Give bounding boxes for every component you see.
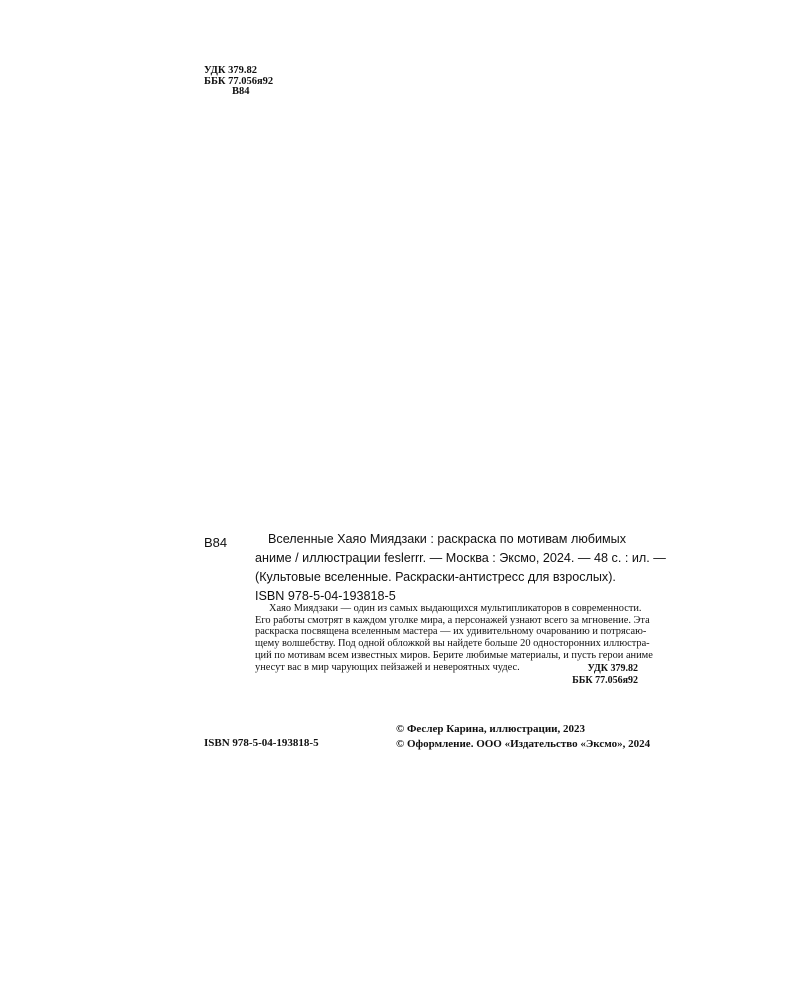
copyright-design: © Оформление. ООО «Издательство «Эксмо», 2024 [396, 738, 651, 750]
annotation-line: щему волшебству. Под одной обложкой вы найдете больше 20 односторонних иллюстра- [255, 638, 650, 650]
entry-line-isbn: ISBN 978-5-04-193818-5 [255, 589, 396, 603]
copyright-block [396, 722, 650, 752]
annotation-line: Хаяо Миядзаки — один из самых выдающихся мультипликаторов в современности. [269, 603, 642, 614]
isbn-bottom: ISBN 978-5-04-193818-5 [204, 737, 319, 749]
entry-author-mark: В84 [204, 535, 228, 550]
classification-block-bottom [572, 663, 638, 686]
annotation-line: унесут вас в мир чарующих пейзажей и невероятных чудес. [255, 661, 520, 673]
bbk-code-bottom: ББК 77.056я92 [572, 674, 638, 686]
udk-code: УДК 379.82 [204, 65, 257, 76]
bbk-code: ББК 77.056я92 [204, 75, 274, 87]
classification-block-top [204, 66, 273, 98]
entry-line-title: Вселенные Хаяо Миядзаки : раскраска по мотивам любимых [268, 532, 627, 546]
copyright-illustrations: © Феслер Карина, иллюстрации, 2023 [396, 723, 585, 735]
catalog-entry [255, 530, 666, 606]
entry-line-publication: аниме / иллюстрации feslerrr. — Москва : Эксмо, 2024. — 48 с. : ил. — [255, 551, 666, 565]
annotation-line: ций по мотивам всем известных миров. Берите любимые материалы, и пусть герои аниме [255, 649, 653, 661]
udk-code-bottom: УДК 379.82 [587, 663, 638, 674]
entry-line-series: (Культовые вселенные. Раскраски-антистресс для взрослых). [255, 570, 616, 584]
annotation-line: раскраска посвящена вселенным мастера — их удивительному очарованию и потрясаю- [255, 626, 647, 638]
author-mark: В84 [232, 86, 250, 97]
annotation-line: Его работы смотрят в каждом уголке мира, а персонажей узнают всего за мгновение. Эта [255, 614, 650, 626]
